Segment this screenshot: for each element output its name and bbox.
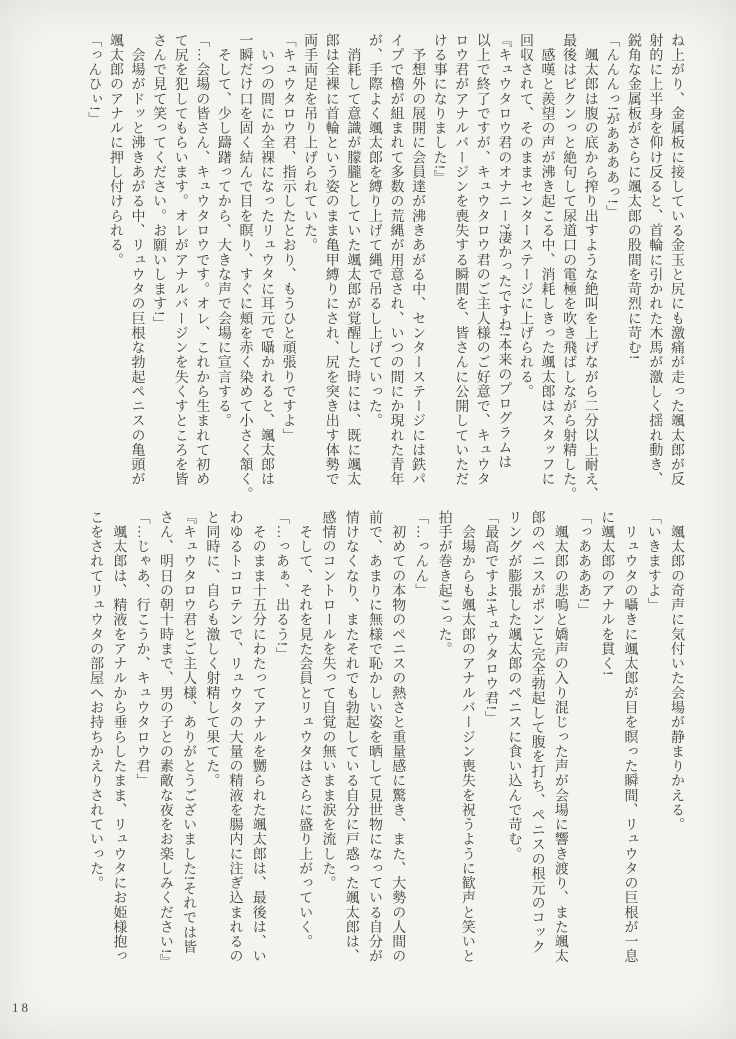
text-column: 初めての本物のペニスの熱さと重量感に驚き、また、大勢の人間の bbox=[390, 510, 406, 964]
text-column: 「最高ですよ!キュウタロウ君!」 bbox=[483, 510, 499, 726]
text-column: 郎のペニスがポン!と完全勃起して腹を打ち、ペニスの根元のコック bbox=[529, 510, 545, 955]
text-column: 会場からも颯太郎のアナルバージン喪失を祝うように歓声と笑いと bbox=[459, 510, 475, 964]
text-column: 感情のコントロールを失って自覚の無いまま涙を流した。 bbox=[320, 510, 336, 891]
text-block-top bbox=[79, 33, 684, 502]
page-number: 18 bbox=[12, 1000, 31, 1015]
text-column: ね上がり、金属板に接している金玉と尻にも激痛が走った颯太郎が反 bbox=[669, 33, 684, 487]
text-column: と同時に、自らも激しく射精して果てた。 bbox=[204, 510, 220, 788]
text-column: 颯太郎の奇声に気付いた会場が静まりかえる。 bbox=[669, 510, 684, 832]
text-column: そのまま十五分にわたってアナルを嬲られた颯太郎は、最後は、い bbox=[250, 510, 266, 964]
text-column: さんで見て笑ってください。お願いします!」 bbox=[151, 33, 167, 331]
text-column: 颯太郎は、精液をアナルから垂らしたまま、リュウタにお姫様抱っ bbox=[111, 510, 127, 964]
text-column: 「っんひぃ!」 bbox=[86, 33, 102, 127]
text-column: 『キュウタロウ君とご主人様、ありがとうございました!それでは皆 bbox=[181, 510, 197, 955]
text-column: が、手際よく颯太郎を縛り上げて縄で吊るし上げていった。 bbox=[366, 33, 382, 429]
text-column: 拍手が巻き起こった。 bbox=[436, 510, 452, 657]
text-column: そして、それを見た会員とリュウタはさらに盛り上がっていく。 bbox=[297, 510, 313, 949]
text-column: 射的に上半身を仰け反ると、首輪に引かれた木馬が激しく揺れ動き、 bbox=[647, 33, 663, 487]
text-column: 「んんんっ!がああああっ!」 bbox=[604, 33, 620, 220]
text-column: 「…っあぁ、出るう!」 bbox=[274, 510, 290, 662]
text-column: 以上で終了ですが、キュウタロウ君のご主人様のご好意で、キュウタ bbox=[474, 33, 490, 487]
text-column: 「いきますよ」 bbox=[645, 510, 661, 613]
text-column: こをされてリュウタの部屋へお持ちかえりされていった。 bbox=[88, 510, 104, 891]
text-column: 消耗して意識が朦朧としていた颯太郎が覚醒した時には、既に颯太 bbox=[345, 33, 361, 487]
text-column: 「…じゃあ、行こうか、キュウタロウ君」 bbox=[134, 510, 150, 788]
text-column: 「っああああ!」 bbox=[576, 510, 592, 618]
text-column: いつの間にか全裸になったリュウタに耳元で囁かれると、颯太郎は bbox=[259, 33, 275, 487]
text-column: 回収されて、そのままセンターステージに上げられる。 bbox=[517, 33, 533, 399]
text-column: 郎は全裸に首輪という姿のまま亀甲縛りにされ、尻を突き出す体勢で bbox=[323, 33, 339, 487]
text-column: ける事になりました!』 bbox=[431, 33, 447, 185]
text-column: わゆるトコロテンで、リュウタの大量の精液を腸内に注ぎ込まれるの bbox=[227, 510, 243, 964]
text-column: さん、明日の朝十時まで、男の子との素敵な夜をお楽しみください!』 bbox=[157, 510, 173, 969]
text-column: 颯太郎のアナルに押し付けられる。 bbox=[107, 33, 123, 268]
text-column: に颯太郎のアナルを貫く! bbox=[599, 510, 615, 677]
text-column: 鋭角な金属板がさらに颯太郎の股間を苛烈に苛む! bbox=[625, 33, 641, 361]
text-column: 両手両足を吊り上げられていた。 bbox=[302, 33, 318, 253]
text-column: 「…っんん」 bbox=[413, 510, 429, 598]
text-column: そして、少し躊躇ってから、大きな声で会場に宣言する。 bbox=[215, 33, 231, 429]
text-column: 前で、あまりに無様で恥かしい姿を晒して見世物になっている自分が bbox=[366, 510, 382, 964]
text-column: イプで櫓が組まれて多数の荒縄が用意され、いつの間にか現れた青年 bbox=[388, 33, 404, 487]
text-column: て尻を犯してもらいます。オレがアナルバージンを失くすところを皆 bbox=[172, 33, 188, 487]
text-column: リュウタの囁きに颯太郎が目を瞑った瞬間、リュウタの巨根が一息 bbox=[622, 510, 638, 964]
text-column: リングが膨張した颯太郎のペニスに食い込んで苛む。 bbox=[506, 510, 522, 862]
text-column: 「…会場の皆さん、キュウタロウです。オレ、これから生まれて初め bbox=[194, 33, 210, 487]
text-column: 予想外の展開に会員達が沸きあがる中、センターステージには鉄パ bbox=[410, 33, 426, 487]
text-column: 一瞬だけ口を固く結んで目を瞑り、すぐに頬を赤く染めて小さく頷く。 bbox=[237, 33, 253, 502]
text-column: ロウ君がアナルバージンを喪失する瞬間を、皆さんに公開していただ bbox=[453, 33, 469, 487]
text-column: 『キュウタロウ君のオナニー?凄かったですね!本来のプログラムは bbox=[496, 33, 512, 470]
text-block-bottom bbox=[79, 510, 684, 969]
text-column: 会場がドッと沸きあがる中、リュウタの巨根な勃起ペニスの亀頭が bbox=[129, 33, 145, 487]
text-column: 颯太郎の悲鳴と嬌声の入り混じった声が会場に響き渡り、また颯太 bbox=[552, 510, 568, 964]
text-column: 颯太郎は腹の底から搾り出すような絶叫を上げながら二分以上耐え、 bbox=[582, 33, 598, 502]
text-column: 情けなくなり、またそれでも勃起している自分に戸惑った颯太郎は、 bbox=[343, 510, 359, 964]
text-column: 最後はビクンっと絶句して尿道口の電極を吹き飛ばしながら射精した。 bbox=[561, 33, 577, 502]
text-column: 感嘆と羨望の声が沸き起こる中、消耗しきった颯太郎はスタッフに bbox=[539, 33, 555, 487]
text-column: 「キュウタロウ君、指示したとおり、もうひと頑張りですよ」 bbox=[280, 33, 296, 443]
